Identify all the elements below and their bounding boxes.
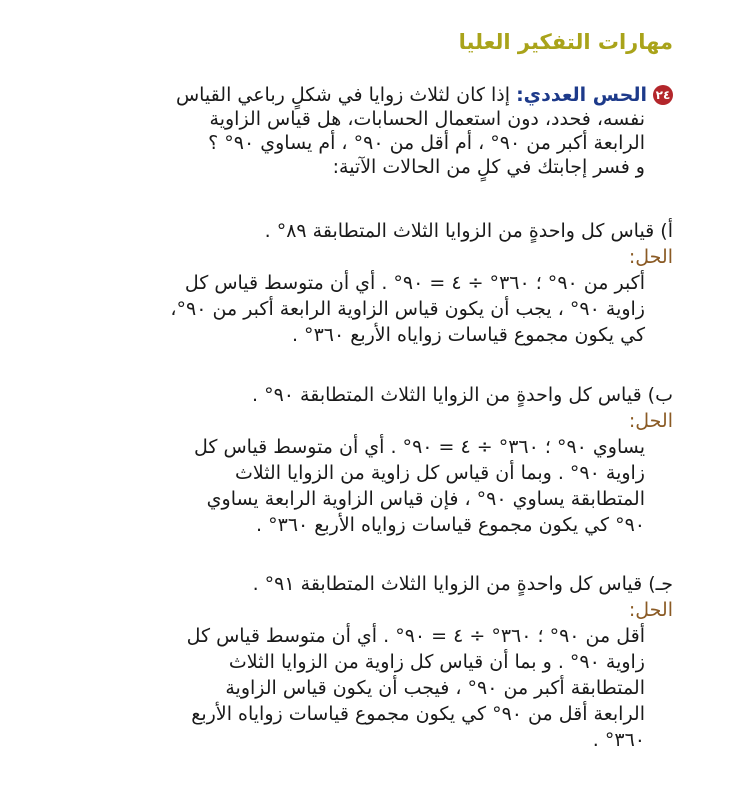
- part-c-solution-line: المتطابقة أكبر من ٩٠° ، فيجب أن يكون قياس الزاوية: [225, 677, 645, 699]
- part-c-solution-line: الرابعة أقل من ٩٠° كي يكون مجموع قياسات زواياه الأربع: [191, 703, 645, 725]
- part-c: [98, 571, 673, 753]
- part-a-solution: [98, 270, 673, 348]
- part-b: [98, 382, 673, 538]
- problem-topic: الحس العددي:: [516, 84, 647, 106]
- problem-line-4: و فسر إجابتك في كلٍ من الحالات الآتية:: [332, 156, 645, 178]
- part-b-solution: [98, 434, 673, 538]
- part-c-solution-line: ٣٦٠° .: [592, 729, 645, 751]
- part-b-question: ب) قياس كل واحدةٍ من الزوايا الثلاث المتطابقة ٩٠° .: [252, 384, 673, 406]
- part-b-solution-line: المتطابقة يساوي ٩٠° ، فإن قياس الزاوية الرابعة يساوي: [206, 488, 645, 510]
- part-c-solution-line: أقل من ٩٠° ؛ ٣٦٠° ÷ ٤ = ٩٠° . أي أن متوسط قياس كل: [186, 625, 645, 647]
- problem-line-2: نفسه، فحدد، دون استعمال الحسابات، هل قياس الزاوية: [209, 108, 645, 130]
- part-c-solution: [98, 623, 673, 753]
- part-c-solution-label: الحل:: [628, 599, 673, 621]
- problem-statement: [98, 83, 673, 179]
- problem-line-3: الرابعة أكبر من ٩٠° ، أم أقل من ٩٠° ، أم يساوي ٩٠° ؟: [208, 132, 645, 154]
- part-b-solution-label: الحل:: [628, 410, 673, 432]
- part-a: [98, 218, 673, 348]
- part-c-question: جـ) قياس كل واحدةٍ من الزوايا الثلاث المتطابقة ٩١° .: [252, 573, 673, 595]
- part-b-solution-line: يساوي ٩٠° ؛ ٣٦٠° ÷ ٤ = ٩٠° . أي أن متوسط قياس كل: [193, 436, 645, 458]
- problem-line-1: [98, 83, 673, 107]
- section-title: مهارات التفكير العليا: [458, 30, 673, 54]
- part-a-solution-line: زاوية ٩٠° ، يجب أن يكون قياس الزاوية الرابعة أكبر من ٩٠°،: [170, 298, 645, 320]
- problem-number-badge: ٢٤: [653, 85, 673, 105]
- part-a-solution-label: الحل:: [628, 246, 673, 268]
- part-a-question: أ) قياس كل واحدةٍ من الزوايا الثلاث المتطابقة ٨٩° .: [264, 220, 673, 242]
- part-c-solution-line: زاوية ٩٠° . و بما أن قياس كل زاوية من الزوايا الثلاث: [228, 651, 645, 673]
- part-b-solution-line: ٩٠° كي يكون مجموع قياسات زواياه الأربع ٣٦٠° .: [256, 514, 645, 536]
- part-b-solution-line: زاوية ٩٠° . وبما أن قياس كل زاوية من الزوايا الثلاث: [234, 462, 645, 484]
- part-a-solution-line: أكبر من ٩٠° ؛ ٣٦٠° ÷ ٤ = ٩٠° . أي أن متوسط قياس كل: [184, 272, 645, 294]
- problem-text-1: إذا كان لثلاث زوايا في شكلٍ رباعي القياس: [175, 84, 517, 106]
- part-a-solution-line: كي يكون مجموع قياسات زواياه الأربع ٣٦٠° .: [291, 324, 645, 346]
